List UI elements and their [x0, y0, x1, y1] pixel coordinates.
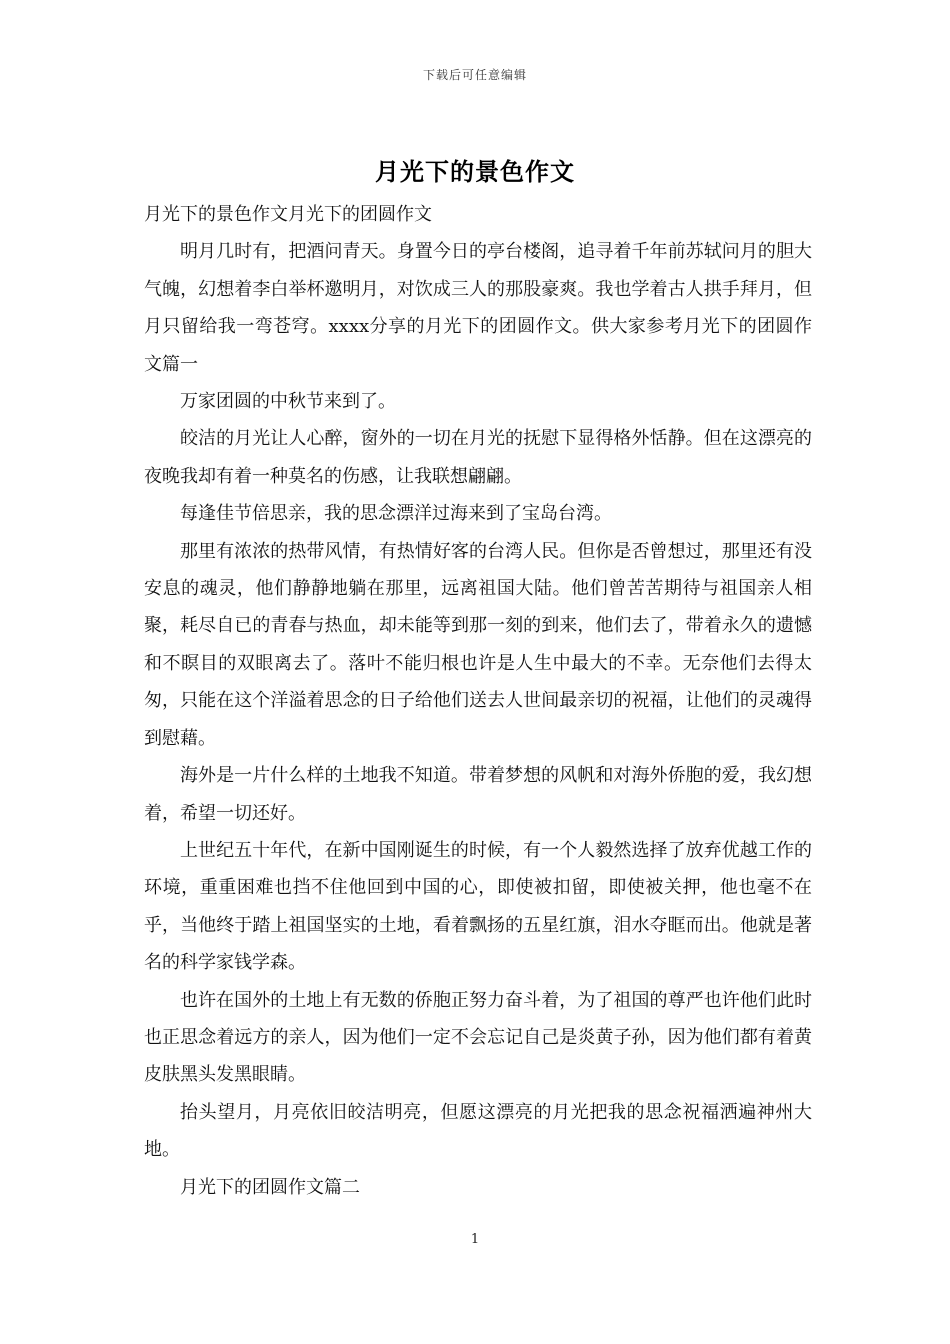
body-paragraph: 万家团圆的中秋节来到了。 [180, 391, 396, 413]
body-paragraph: 上世纪五十年代，在新中国刚诞生的时候，有一个人毅然选择了放弃优越工作的环境，重重困难也挡不住他回到中国的心，即使被扣留，即使被关押，他也毫不在乎，当他终于踏上祖国坚实的土地，看着飘扬的五星红旗，泪水夺眶而出。他就是著名的科学家钱学森。 [144, 839, 812, 974]
subtitle-paragraph: 月光下的景色作文月光下的团圆作文 [144, 204, 432, 225]
body-paragraph: 抬头望月，月亮依旧皎洁明亮，但愿这漂亮的月光把我的思念祝福洒遍神州大地。 [144, 1101, 812, 1161]
section-heading-paragraph: 月光下的团圆作文篇二 [180, 1176, 360, 1198]
document-title: 月光下的景色作文 [375, 157, 575, 186]
body-paragraph: 海外是一片什么样的土地我不知道。带着梦想的风帆和对海外侨胞的爱，我幻想着，希望一切还好。 [144, 765, 812, 824]
body-paragraph: 那里有浓浓的热带风情，有热情好客的台湾人民。但你是否曾想过，那里还有没安息的魂灵，他们静静地躺在那里，远离祖国大陆。他们曾苦苦期待与祖国亲人相聚，耗尽自已的青春与热血，却未能等到那一刻的到来，他们去了，带着永久的遗憾和不瞑目的双眼离去了。落叶不能归根也许是人生中最大的不幸。无奈他们去得太匆，只能在这个洋溢着思念的日子给他们送去人世间最亲切的祝福，让他们的灵魂得到慰藉。 [144, 540, 812, 749]
body-paragraph: 皎洁的月光让人心醉，窗外的一切在月光的抚慰下显得格外恬静。但在这漂亮的夜晚我却有着一种莫名的伤感，让我联想翩翩。 [144, 428, 812, 487]
body-paragraph: 明月几时有，把酒问青天。身置今日的亭台楼阁，追寻着千年前苏轼问月的胆大气魄，幻想着李白举杯邀明月，对饮成三人的那股豪爽。我也学着古人拱手拜月，但月只留给我一弯苍穹。xxxx分享的月光下的团圆作文。供大家参考月光下的团圆作文篇一 [144, 241, 812, 375]
header-note: 下载后可任意编辑 [422, 68, 527, 82]
body-paragraph: 也许在国外的土地上有无数的侨胞正努力奋斗着，为了祖国的尊严也许他们此时也正思念着远方的亲人，因为他们一定不会忘记自己是炎黄子孙，因为他们都有着黄皮肤黑头发黑眼睛。 [144, 989, 812, 1086]
page-number: 1 [470, 1232, 480, 1247]
document-body [144, 196, 812, 1206]
body-paragraph: 每逢佳节倍思亲，我的思念漂洋过海来到了宝岛台湾。 [180, 503, 612, 525]
